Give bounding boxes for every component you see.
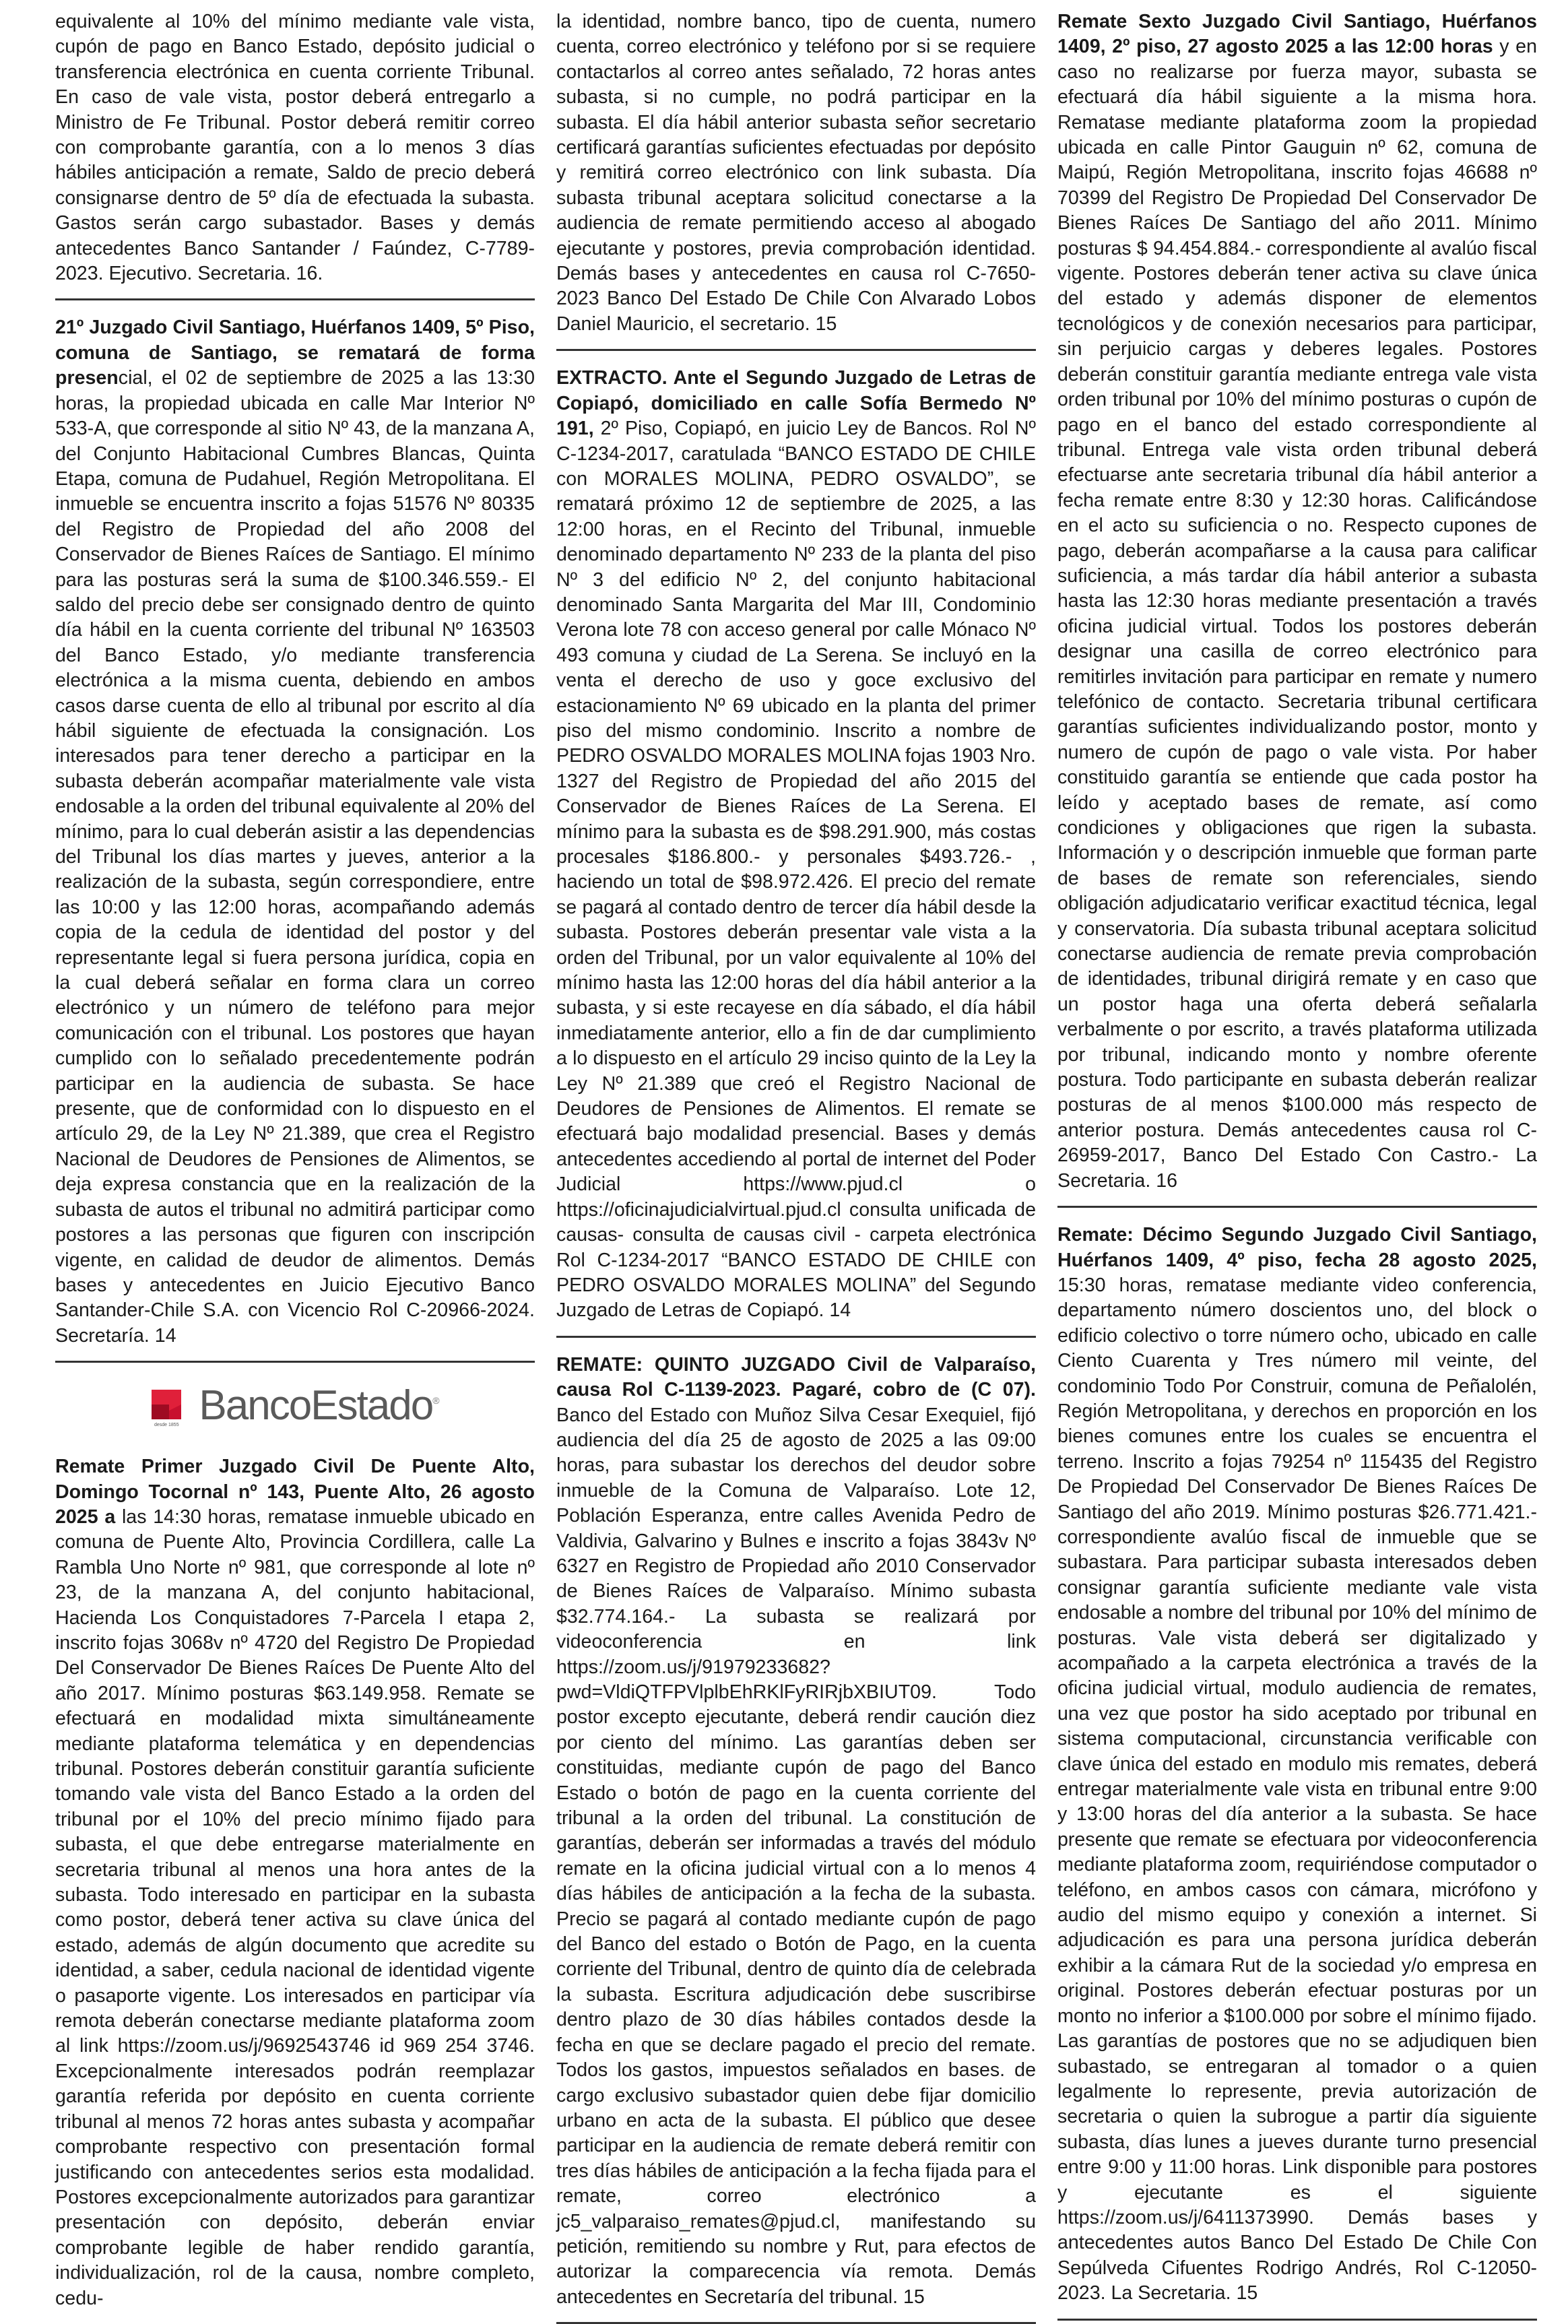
notice-heading: EXTRACTO. Ante el Segundo Juzgado de Letras de Copiapó, domiciliado en calle Sofía Bermedo Nº 191, [556, 367, 1036, 440]
column-3 [1057, 9, 1537, 2304]
notice-body: 2º Piso, Copiapó, en juicio Ley de Bancos. Rol Nº C-1234-2017, caratulada “BANCO ESTADO DE CHILE con MORALES MOLINA, PEDRO OSVALDO”, se rematará próximo 12 de septiembre de 2025, a las 12:00 horas, en el Recinto del Tribunal, inmueble denominado departamento Nº 233 de la planta del piso Nº 3 del edificio Nº 2, del conjunto habitacional denominado Santa Margarita del Mar III, Condominio Verona lote 78 con acceso general por calle Mónaco Nº 493 comuna y ciudad de La Serena. Se incluyó en la venta el derecho de uso y goce exclusivo del estacionamiento Nº 69 ubicado en la planta del primer piso del mismo condominio. Inscrito a nombre de PEDRO OSVALDO MORALES MOLINA fojas 1903 Nro. 1327 del Registro de Propiedad del año 2015 del Conservador de Bienes Raíces de La Serena. El mínimo para la subasta es de $98.291.900, más costas procesales $186.800.- y personales $493.726.- , haciendo un total de $98.972.426. El precio del remate se pagará al contado dentro de tercer día hábil desde la subasta. Postores deberán presentar vale vista a la orden del Tribunal, por un valor equivalente al 10% del mínimo hasta las 12:00 horas del día hábil anterior a la subasta, y si este recayese en día sábado, el día hábil inmediatamente anterior, ello a fin de dar cumplimiento a lo dispuesto en el artículo 29 inciso quinto de la Ley la Ley Nº 21.389 que creó el Registro Nacional de Deudores de Pensiones de Alimentos. El remate se efectuará bajo modalidad presencial. Bases y demás antecedentes accediendo al portal de internet del Poder Judicial https://www.pjud.cl o https://oficinajudicialvirtual.pjud.cl consulta unificada de causas- consulta de causas civil - carpeta electrónica Rol C-1234-2017 “BANCO ESTADO DE CHILE con PEDRO OSVALDO MORALES MOLINA” del Segundo Juzgado de Letras de Copiapó. 14 [556, 418, 1036, 1322]
notice-body: 15:30 horas, rematase mediante video conferencia, departamento número doscientos uno, del block o edificio colectivo o torre número ocho, ubicado en calle Ciento Cuarenta y Tres número mil veinte, del condominio Todo Por Construir, comuna de Peñalolén, Región Metropolitana, y derechos en proporción en los bienes comunes entre los cuales se encuentra el terreno. Inscrito a fojas 79254 nº 115435 del Registro De Propiedad Del Conservador De Bienes Raíces De Santiago del año 2019. Mínimo posturas $26.771.421.- correspondiente avalúo fiscal de inmueble que se subastara. Para participar subasta interesados deben consignar garantía suficiente mediante vale vista endosable a nombre del tribunal por 10% del mínimo de posturas. Vale vista deberá ser digitalizado y acompañado a la carpeta electrónica a través de la oficina judicial virtual, modulo audiencia de remates, una vez que postor ha sido aceptado por tribunal en sistema computacional, circunstancia verificable con clave única del estado en modulo mis remates, deberá entregar materialmente vale vista en tribunal entre 9:00 y 13:00 horas del día anterior a la subasta. Se hace presente que remate se efectuara por videoconferencia mediante plataforma zoom, requiriéndose computador o teléfono, en ambos casos con cámara, micrófono y audio del mismo equipo y conexión a internet. Si adjudicación es para una persona jurídica deberán exhibir a la cámara Rut de la sociedad y/o empresa en original. Postores deberán efectuar posturas por un monto no inferior a $100.000 por sobre el mínimo fijado. Las garantías de postores que no se adjudiquen bien subastado, se entregaran al tomador o a quien legalmente lo represente, previa autorización de secretaria o quien la subrogue a partir día siguiente subasta, días lunes a jueves durante turno presencial entre 9:00 y 11:00 horas. Link disponible para postores y ejecutante es el siguiente https://zoom.us/j/6411373990. Demás bases y antecedentes autos Banco Del Estado De Chile Con Sepúlveda Cifuentes Rodrigo Andrés, Rol C-12050-2023. La Secretaria. 15 [1057, 1274, 1537, 2304]
bancoestado-logo-mark [150, 1384, 193, 1427]
notice-text [556, 9, 1036, 337]
notice-text [55, 9, 535, 286]
notice-text [1057, 1223, 1537, 2306]
notice-quinto-juzgado-valparaiso [556, 1353, 1036, 2310]
notice-text [55, 315, 535, 1349]
notice-21-juzgado-santiago [55, 315, 535, 1349]
notice-heading: Remate Primer Juzgado Civil De Puente Alto, Domingo Tocornal nº 143, Puente Alto, 26 agosto 2025 a [55, 1456, 535, 1528]
svg-text:desde 1855: desde 1855 [154, 1423, 180, 1428]
bancoestado-logo [55, 1378, 535, 1434]
notice-continuation [55, 9, 535, 286]
notice-body: las 14:30 horas, rematase inmueble ubicado en comuna de Puente Alto, Provincia Cordillera, calle La Rambla Uno Norte nº 981, que corresponde al lote nº 23, de la manzana A, del conjunto habitacional, Hacienda Los Conquistadores 7-Parcela I etapa 2, inscrito fojas 3068v nº 4720 del Registro De Propiedad Del Conservador De Bienes Raíces De Puente Alto del año 2017. Mínimo posturas $63.149.958. Remate se efectuará en modalidad mixta simultáneamente mediante plataforma telemática y en dependencias tribunal. Postores deberán constituir garantía suficiente tomando vale vista del Banco Estado a la orden del tribunal por el 10% del precio mínimo fijado para subasta, el que debe entregarse materialmente en secretaria tribunal al menos una hora antes de la subasta. Todo interesado en participar en la subasta como postor, deberá tener activa su clave única del estado, además de algún documento que acredite su identidad, a saber, cedula nacional de identidad vigente o pasaporte vigente. Los interesados en participar vía remota deberán conectarse mediante plataforma zoom al link https://zoom.us/j/9692543746 id 969 254 3746. Excepcionalmente interesados podrán reemplazar garantía referida por depósito en cuenta corriente tribunal al menos 72 horas antes subasta y acompañar comprobante respectivo con presentación formal justificando con antecedentes serios esta modalidad. Postores excepcionalmente autorizados para garantizar presentación con depósito, deberán enviar comprobante legible de haber rendido garantía, individualización, rol de la causa, nombre completo, cedu- [55, 1506, 535, 2309]
notice-divider [1057, 1206, 1537, 1208]
bancoestado-logo-text: BancoEstado [199, 1382, 433, 1429]
notice-decimo-segundo-juzgado-santiago [1057, 1223, 1537, 2306]
notice-divider [1057, 2319, 1537, 2321]
registered-mark: ® [432, 1395, 440, 1407]
notice-divider [556, 1336, 1036, 1338]
notice-body: y en caso no realizarse por fuerza mayor, subasta se efectuará día hábil siguiente a la misma hora. Rematase mediante plataforma zoom la propiedad ubicada en calle Pintor Gauguin nº 62, comuna de Maipú, Región Metropolitana, inscrito fojas 46688 nº 70399 del Registro De Propiedad Del Conservador De Bienes Raíces De Santiago del año 2011. Mínimo posturas $ 94.454.884.- correspondiente al avalúo fiscal vigente. Postores deberán tener activa su clave única del estado y además disponer de elementos tecnológicos y de conexión necesarios para participar, sin perjuicio cargas y deberes legales. Postores deberán constituir garantía mediante entrega vale vista orden tribunal por 10% del mínimo posturas o cupón de pago en el banco del estado correspondiente al tribunal. Entrega vale vista orden tribunal deberá efectuarse ante secretaria tribunal día hábil anterior a fecha remate entre 8:30 y 12:30 horas. Calificándose en el acto su suficiencia o no. Respecto cupones de pago, deberán acompañarse a la causa para calificar suficiencia, a más tardar día hábil anterior a subasta hasta las 12:30 horas mediante presentación a través oficina judicial virtual. Todos los postores deberán designar una casilla de correo electrónico para remitirles invitación para participar en remate y numero telefónico de contacto. Secretaria tribunal certificara garantías suficientes individualizando postor, monto y numero de cupón de pago o vale vista. Por haber constituido garantía se entiende que cada postor ha leído y aceptado bases de remate, así como condiciones y obligaciones que rigen la subasta. Información y o descripción inmueble que forman parte de bases de remate son referenciales, siendo obligación adjudicatario verificar exactitud técnica, legal y conservatoria. Día subasta tribunal aceptara solicitud conectarse audiencia de remate previa comprobación de identidades, tribunal dirigirá remate y en caso que un postor haga una oferta deberá señalarla verbalmente o por escrito, a través plataforma utilizada por tribunal, indicando monto y nombre oferente postura. Todo participante en subasta deberán realizar posturas de al menos $100.000 más respecto de anterior postura. Demás antecedentes causa rol C-26959-2017, Banco Del Estado Con Castro.- La Secretaria. 16 [1057, 36, 1537, 1192]
notice-heading: Remate: Décimo Segundo Juzgado Civil Santiago, Huérfanos 1409, 4º piso, fecha 28 agosto 2025, [1057, 1224, 1537, 1271]
notice-body: Banco del Estado con Muñoz Silva Cesar Exequiel, fijó audiencia del día 25 de agosto de 2025 a las 09:00 horas, para subastar los derechos del deudor sobre inmueble de la Comuna de Valparaíso. Lote 12, Población Esperanza, entre calles Avenida Pedro de Valdivia, Galvarino y Bulnes e inscrito a fojas 3843v Nº 6327 en Registro de Propiedad año 2010 Conservador de Bienes Raíces de Valparaíso. Mínimo subasta $32.774.164.- La subasta se realizará por videoconferencia en link https://zoom.us/j/91979233682?pwd=VldiQTFPVlplbEhRKlFyRIRjbXBIUT09. Todo postor excepto ejecutante, deberá rendir caución diez por ciento del mínimo. Las garantías deben ser constituidas, mediante cupón de pago del Banco Estado o botón de pago en la cuenta corriente del tribunal a la orden del tribunal. La constitución de garantías, deberán ser informadas a través del módulo remate en la oficina judicial virtual con a lo menos 4 días hábiles de anticipación a la fecha de la subasta. Precio se pagará al contado mediante cupón de pago del Banco del estado o Botón de Pago, en la cuenta corriente del Tribunal, dentro de quinto día de celebrada la subasta. Escritura adjudicación debe suscribirse dentro plazo de 30 días hábiles contados desde la fecha en que se declare pagado el precio del remate. Todos los gastos, impuestos señalados en bases. de cargo exclusivo subastador quien debe fijar domicilio urbano en acta de la subasta. El público que desee participar en la audiencia de remate deberá remitir con tres días hábiles de anticipación a la fecha fijada para el remate, correo electrónico a jc5_valparaiso_remates@pjud.cl, manifestando su petición, remitiendo su nombre y Rut, para efectos de autorizar la comparecencia vía remota. Demás antecedentes en Secretaría del tribunal. 15 [556, 1404, 1036, 2308]
notice-divider [55, 298, 535, 300]
notice-text [1057, 9, 1537, 1194]
column-1 [55, 9, 535, 2309]
notice-continuation [556, 9, 1036, 337]
notice-extracto-copiapo [556, 366, 1036, 1323]
notice-text [556, 1353, 1036, 2310]
notice-divider [556, 349, 1036, 351]
notice-body: la identidad, nombre banco, tipo de cuenta, numero cuenta, correo electrónico y teléfono por si se requiere contactarlos al correo antes señalado, 72 horas antes subasta, si no cumple, no podrá participar en la subasta. El día hábil anterior subasta señor secretario certificará garantías suficientes efectuadas por depósito y remitirá correo electrónico con link subasta. Día subasta tribunal aceptara solicitud conectarse a la audiencia de remate permitiendo acceso al abogado ejecutante y postores, previa comprobación identidad. Demás bases y antecedentes en causa rol C-7650-2023 Banco Del Estado De Chile Con Alvarado Lobos Daniel Mauricio, el secretario. 15 [556, 11, 1036, 335]
notice-heading: Remate Sexto Juzgado Civil Santiago, Huérfanos 1409, 2º piso, 27 agosto 2025 a las 12:00 horas [1057, 11, 1537, 58]
notice-body: equivalente al 10% del mínimo mediante vale vista, cupón de pago en Banco Estado, depósito judicial o transferencia electrónica en cuenta corriente Tribunal. En caso de vale vista, postor deberá entregarlo a Ministro de Fe Tribunal. Postor deberá remitir correo con comprobante garantía, con a lo menos 3 días hábiles anticipación a remate, Saldo de precio deberá consignarse dentro de 5º día de efectuada la subasta. Gastos serán cargo subastador. Bases y demás antecedentes Banco Santander / Faúndez, C-7789-2023. Ejecutivo. Secretaria. 16. [55, 11, 535, 285]
notice-text [55, 1454, 535, 2311]
column-2 [556, 9, 1036, 2308]
notice-body: cial, el 02 de septiembre de 2025 a las 13:30 horas, la propiedad ubicada en calle Mar Interior Nº 533-A, que corresponde al sitio Nº 43, de la manzana A, del Conjunto Habitacional Cumbres Blancas, Quinta Etapa, comuna de Pudahuel, Región Metropolitana. El inmueble se encuentra inscrito a fojas 51576 Nº 80335 del Registro de Propiedad del año 2008 del Conservador de Bienes Raíces de Santiago. El mínimo para las posturas será la suma de $100.346.559.- El saldo del precio debe ser consignado dentro de quinto día hábil en la cuenta corriente del tribunal Nº 163503 del Banco Estado, y/o mediante transferencia electrónica a la misma cuenta, debiendo en ambos casos darse cuenta de ello al tribunal por escrito al día hábil siguiente de efectuada la consignación. Los interesados para tener derecho a participar en la subasta deberán acompañar materialmente vale vista endosable a la orden del tribunal equivalente al 20% del mínimo, para lo cual deberán asistir a las dependencias del Tribunal los días martes y jueves, anterior a la realización de la subasta, según correspondiere, entre las 10:00 y las 12:00 horas, acompañando además copia de la cedula de identidad del postor y del representante legal si fuera persona jurídica, copia en la cual deberá señalar en forma clara un correo electrónico y un número de teléfono para mejor comunicación con el tribunal. Los postores que hayan cumplido con lo señalado precedentemente podrán participar en la audiencia de subasta. Se hace presente, que de conformidad con lo dispuesto en el artículo 29, de la Ley Nº 21.389, que crea el Registro Nacional de Deudores de Pensiones de Alimentos, se deja expresa constancia que en la realización de la subasta de autos el tribunal no admitirá participar como postores a las personas que figuren con inscripción vigente, en calidad de deudor de alimentos. Demás bases y antecedentes en Juicio Ejecutivo Banco Santander-Chile S.A. con Vicencio Rol C-20966-2024. Secretaría. 14 [55, 367, 535, 1347]
notice-heading: REMATE: QUINTO JUZGADO Civil de Valparaíso, causa Rol C-1139-2023. Pagaré, cobro de (C 07). [556, 1353, 1036, 1401]
notice-divider [55, 1361, 535, 1363]
notice-primer-juzgado-puente-alto [55, 1454, 535, 2311]
notice-heading: 21º Juzgado Civil Santiago, Huérfanos 1409, 5º Piso, comuna de Santiago, se rematará de forma presen [55, 317, 535, 389]
notice-sexto-juzgado-santiago [1057, 9, 1537, 1194]
notice-text [556, 366, 1036, 1323]
